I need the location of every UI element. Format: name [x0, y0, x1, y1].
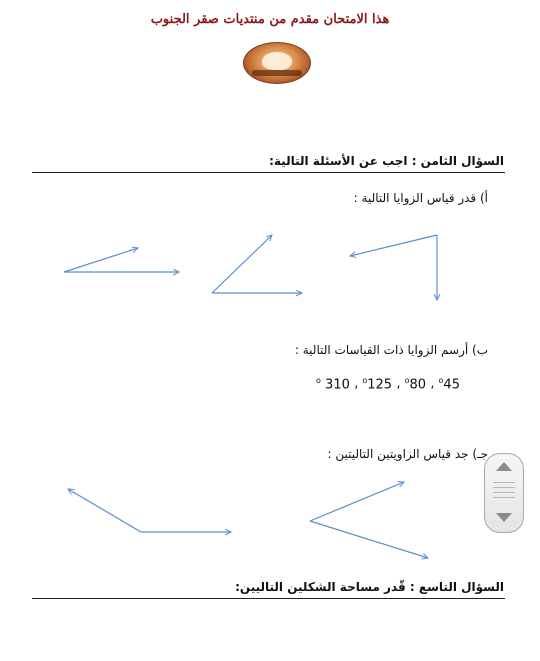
angle-measure-45: 45 — [443, 377, 460, 393]
ray — [212, 235, 272, 293]
ray — [64, 248, 138, 272]
question-9-divider — [32, 598, 505, 599]
separator: ، — [396, 377, 401, 393]
degree-sign: o — [404, 376, 410, 385]
page-scroll-control[interactable] — [484, 453, 524, 533]
separator: ، — [354, 377, 359, 393]
part-b-instruction: ب) أرسم الزوايا ذات القياسات التالية : — [294, 343, 488, 357]
ray — [68, 489, 141, 532]
scroll-down-arrow-icon[interactable] — [496, 513, 512, 522]
page-header-title: هذا الامتحان مقدم من منتديات صقر الجنوب — [150, 12, 390, 27]
separator: ، — [430, 377, 435, 393]
angle-figure-4 — [68, 489, 231, 532]
angle-figure-3 — [350, 235, 437, 300]
grip-line — [493, 497, 515, 498]
angle-measure-310: 310 — [325, 377, 350, 393]
angle-figure-1 — [64, 248, 179, 272]
angle-measure-125: 125 — [367, 377, 393, 393]
scroll-up-arrow-icon[interactable] — [496, 462, 512, 471]
degree-sign: o — [438, 376, 444, 385]
part-c-instruction: جـ) جد قياس الزاويتين التاليتين : — [327, 447, 488, 461]
degree-sign: o — [362, 376, 368, 385]
grip-line — [493, 492, 515, 493]
ray — [310, 482, 404, 521]
grip-line — [493, 487, 515, 488]
degree-sign: o — [316, 376, 321, 385]
angle-measures — [316, 376, 466, 392]
angle-figure-5 — [310, 482, 428, 558]
ray — [350, 235, 437, 256]
question-9-title: السؤال التاسع : قّدر مساحة الشكلين التاليين: — [235, 580, 504, 594]
grip-line — [493, 482, 515, 483]
angle-figure-2 — [212, 235, 302, 293]
angle-measure-80: 80 — [409, 377, 427, 393]
part-a-instruction: أ) قدر قياس الزوايا التالية : — [353, 191, 488, 205]
question-8-title: السؤال الثامن : اجب عن الأسئلة التالية: — [269, 154, 504, 168]
ray — [310, 521, 428, 558]
